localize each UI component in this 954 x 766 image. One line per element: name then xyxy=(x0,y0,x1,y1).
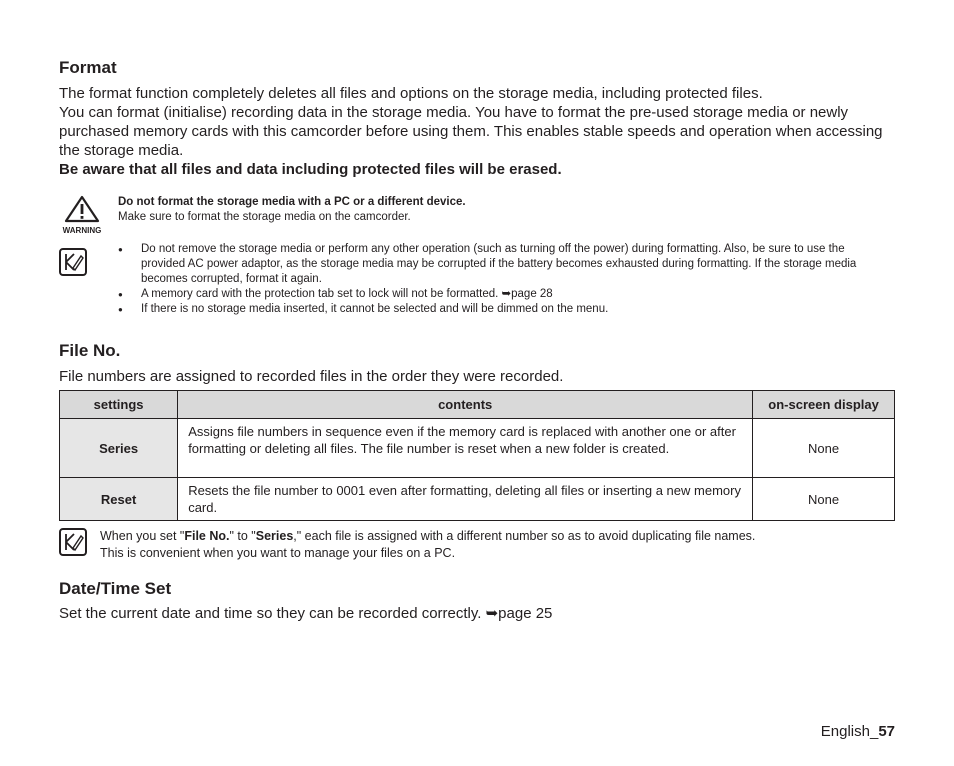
datetime-heading: Date/Time Set xyxy=(59,579,172,598)
list-item: ● A memory card with the protection tab set to lock will not be formatted. ➥page 28 xyxy=(117,287,889,302)
note-text-line2: This is convenient when you want to manage your files on a PC. xyxy=(100,546,456,560)
warning-icon xyxy=(58,195,106,235)
format-instructions: You can format (initialise) recording data in the storage media. You have to format the pre-used storage media or newly purchased memory cards with this camcorder before using them. This enables stable speeds and operation when accessing the storage media. xyxy=(59,104,883,159)
format-erase-warning: Be aware that all files and data including protected files will be erased. xyxy=(59,161,562,178)
table-header-row xyxy=(60,391,895,419)
file-no-heading: File No. xyxy=(59,341,121,360)
note-icon xyxy=(59,528,87,556)
setting-cell: Reset xyxy=(60,478,178,521)
format-notes-list xyxy=(117,242,889,317)
setting-cell: Series xyxy=(60,419,178,478)
column-header: contents xyxy=(178,391,753,419)
warning-label: WARNING xyxy=(62,226,102,235)
note-bold-series: Series xyxy=(255,529,294,543)
display-cell: None xyxy=(753,478,895,521)
display-cell: None xyxy=(753,419,895,478)
warning-text: Make sure to format the storage media on the camcorder. xyxy=(118,211,411,223)
format-heading: Format xyxy=(59,58,117,77)
warning-title: Do not format the storage media with a PC or a different device. xyxy=(118,196,466,208)
list-item: ● If there is no storage media inserted, it cannot be selected and will be dimmed on the menu. xyxy=(117,302,889,317)
table-row xyxy=(60,419,895,478)
column-header: on-screen display xyxy=(753,391,895,419)
file-no-table xyxy=(59,390,895,521)
file-no-intro: File numbers are assigned to recorded files in the order they were recorded. xyxy=(59,368,564,385)
note-icon xyxy=(59,248,87,276)
note-text: ," each file is assigned with a different number so as to avoid duplicating file names. xyxy=(293,529,756,543)
note-bold-file-no: File No. xyxy=(184,529,230,543)
footer-language: English_ xyxy=(820,723,879,740)
file-no-note xyxy=(100,528,890,562)
note-text: " to " xyxy=(229,529,256,543)
list-item: ● Do not remove the storage media or perform any other operation (such as turning off the power) during formatting. Also, be sure to use the provided AC power adaptor, as the storage media may be corrupted if the battery becomes exhausted during formatting. If the storage media becomes corrupted, format it again. xyxy=(117,242,889,287)
note-text: When you set " xyxy=(100,529,185,543)
contents-cell: Assigns file numbers in sequence even if the memory card is replaced with another one or after formatting or deleting all files. The file number is reset when a new folder is created. xyxy=(178,419,753,478)
page-number: 57 xyxy=(878,723,895,740)
datetime-text: Set the current date and time so they can be recorded correctly. ➥page 25 xyxy=(59,605,553,622)
page-footer xyxy=(821,723,895,740)
contents-cell: Resets the file number to 0001 even after formatting, deleting all files or inserting a new memory card. xyxy=(178,478,753,521)
format-description: The format function completely deletes all files and options on the storage media, including protected files. xyxy=(59,85,763,102)
table-row xyxy=(60,478,895,521)
column-header: settings xyxy=(60,391,178,419)
